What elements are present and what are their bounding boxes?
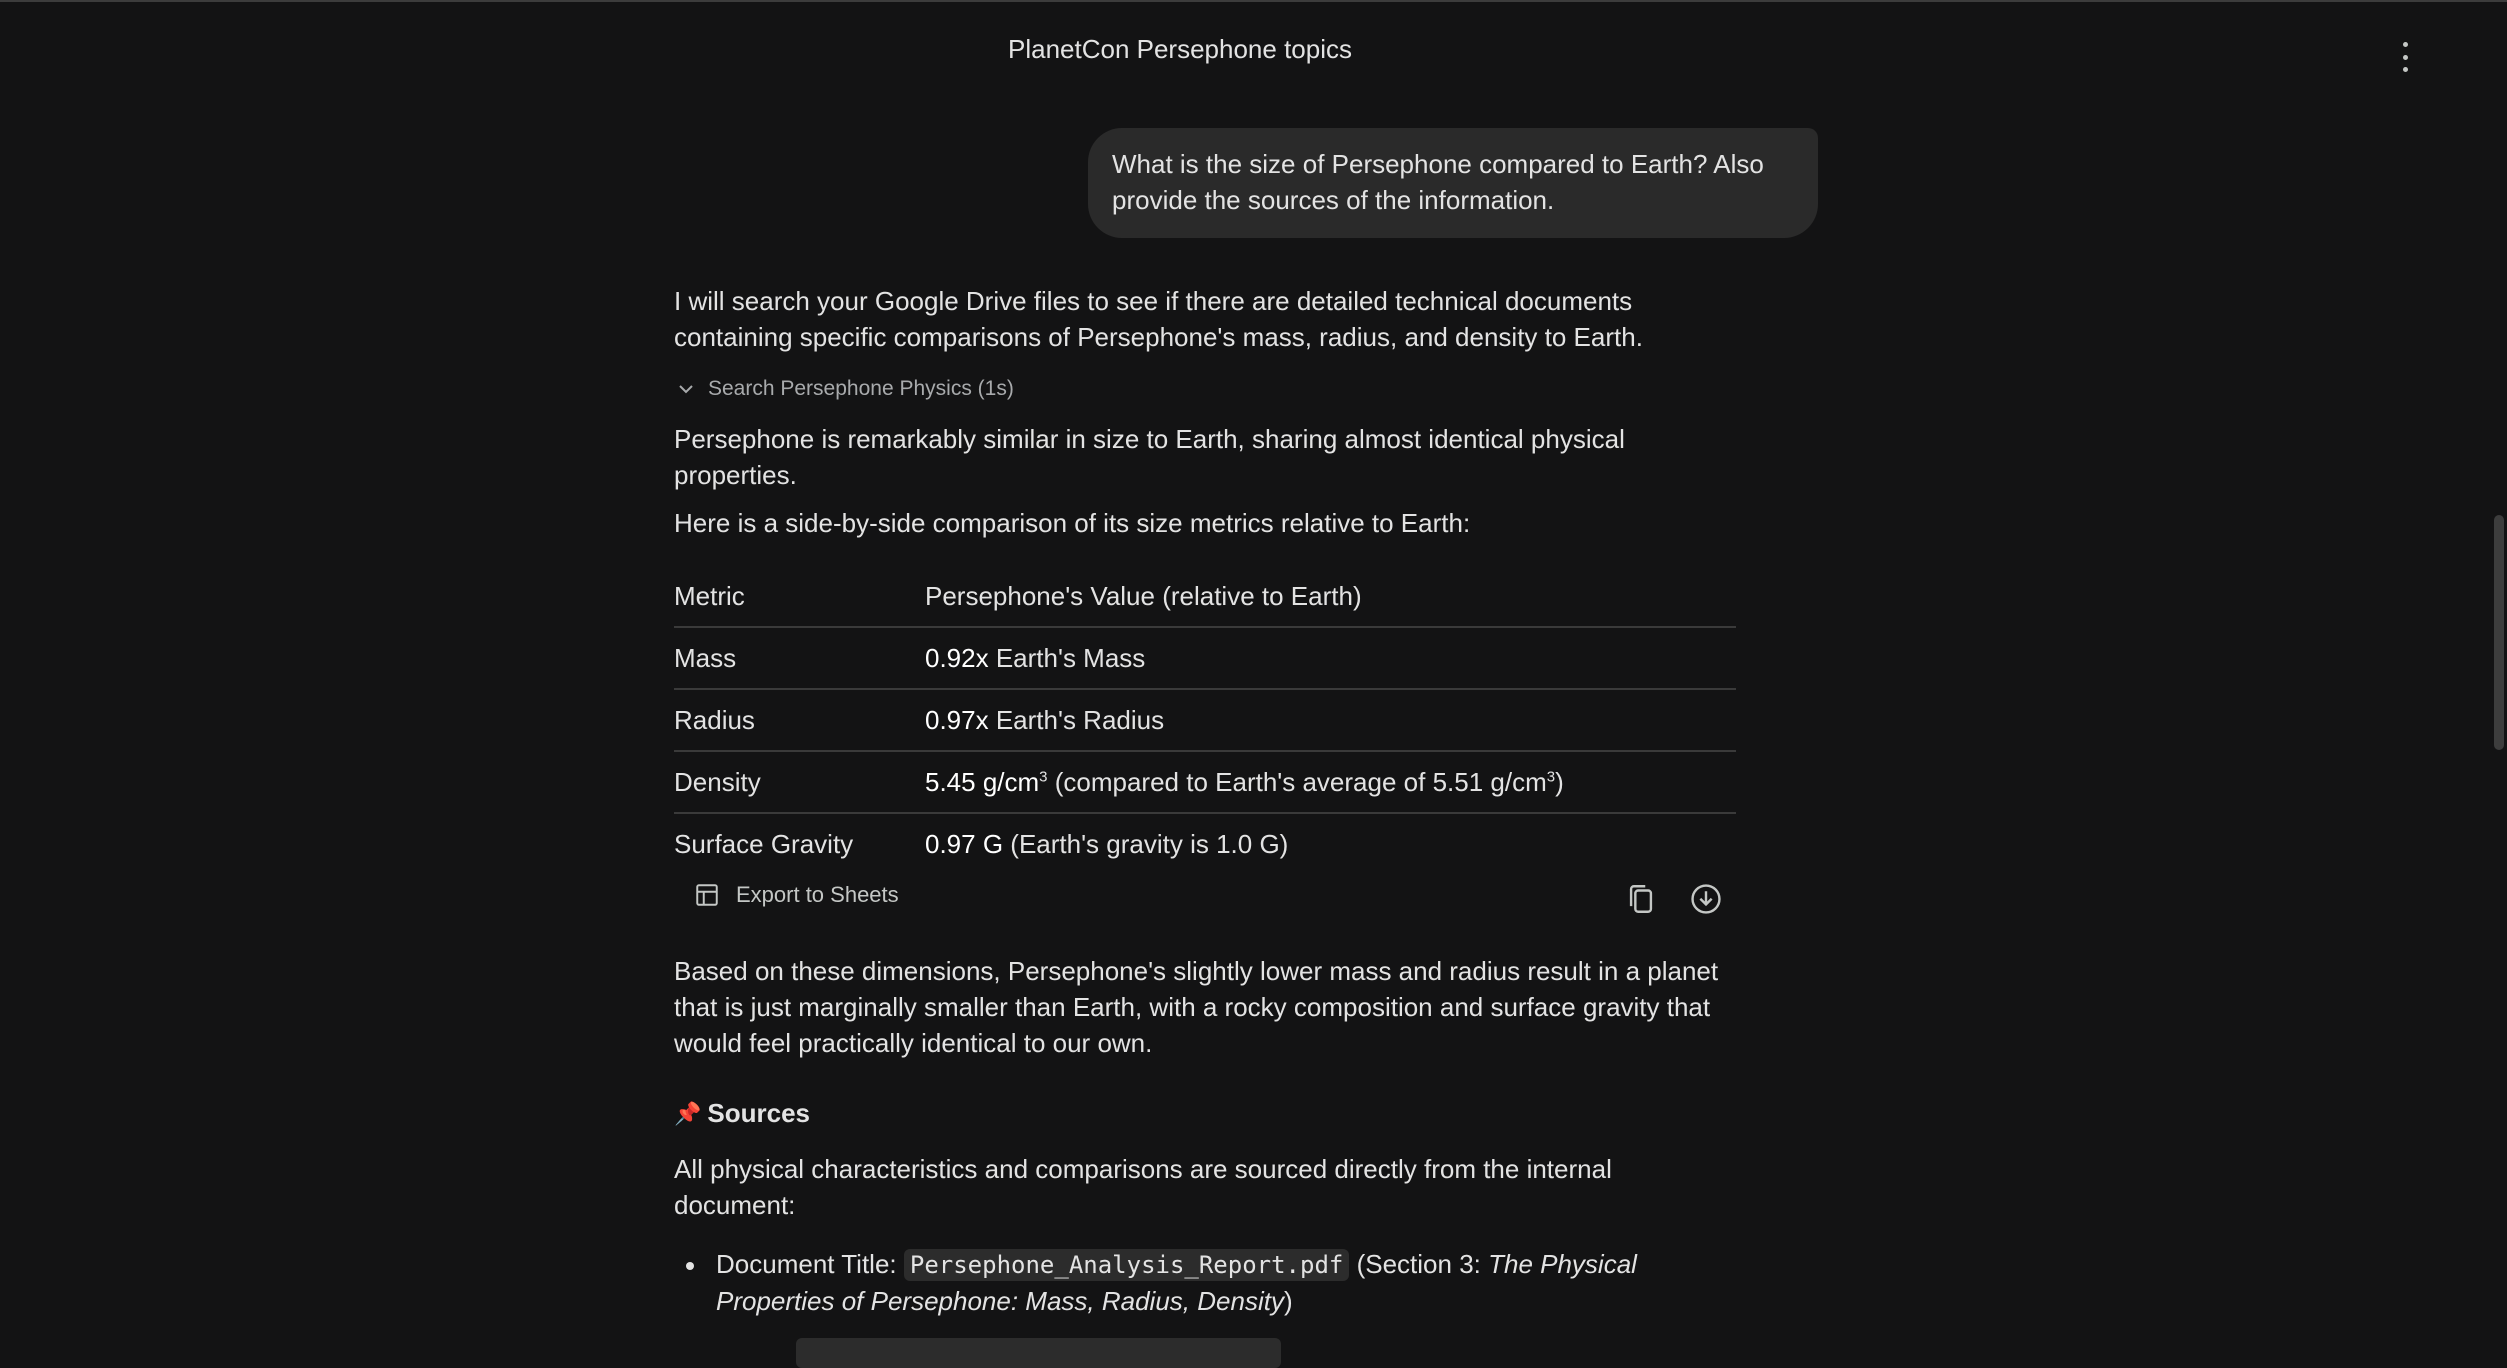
value-text: (Earth's gravity is 1.0 G) <box>1003 828 1289 859</box>
source-section-prefix: (Section 3: <box>1356 1249 1489 1279</box>
response-summary: Persephone is remarkably similar in size to Earth, sharing almost identical physical properties. <box>674 424 1625 490</box>
table-cell-value <box>925 751 1736 813</box>
table-cell-value <box>925 627 1736 689</box>
value-text: (compared to Earth's average of 5.51 g/cm <box>1047 766 1547 797</box>
table-cell-metric: Surface Gravity <box>674 828 854 859</box>
table-header-value: Persephone's Value (relative to Earth) <box>925 580 1362 611</box>
conversation-title: PlanetCon Persephone topics <box>1007 34 1352 64</box>
list-bullet <box>686 1262 694 1270</box>
copy-icon[interactable] <box>1624 882 1658 916</box>
source-label: Document Title: <box>716 1249 897 1279</box>
sources-intro: All physical characteristics and comparisons are sourced directly from the internal document: <box>674 1154 1612 1220</box>
chat-header <box>0 0 2507 100</box>
table-cell-metric: Radius <box>674 704 755 735</box>
table-cell-value <box>925 813 1736 874</box>
table-cell-metric: Mass <box>674 642 737 673</box>
value-tail: ) <box>1555 766 1564 797</box>
sources-heading <box>674 1098 810 1129</box>
pushpin-icon: 📌 <box>674 1100 702 1126</box>
table-row <box>674 627 1736 689</box>
value-text: Earth's Mass <box>988 642 1146 673</box>
more-vert-icon[interactable] <box>2393 42 2417 72</box>
table-intro: Here is a side-by-side comparison of its size metrics relative to Earth: <box>674 508 1471 538</box>
tool-call-duration: (1s) <box>977 377 1014 400</box>
value-number: 5.45 g/cm <box>925 766 1040 797</box>
table-actions <box>674 876 1736 922</box>
export-to-sheets-button[interactable] <box>694 882 899 908</box>
table-row <box>674 751 1736 813</box>
source-section-suffix: ) <box>1283 1286 1293 1316</box>
value-number: 0.92x <box>925 642 989 673</box>
table-header-row <box>674 566 1736 627</box>
download-icon[interactable] <box>1689 882 1723 916</box>
source-filename: Persephone_Analysis_Report.pdf <box>904 1249 1349 1281</box>
comparison-table <box>674 566 1736 874</box>
response-intro: I will search your Google Drive files to see if there are detailed technical documents containing specific comparisons of Persephone's mass, radius, and density to Earth. <box>674 286 1643 352</box>
value-text: Earth's Radius <box>988 704 1165 735</box>
response-conclusion: Based on these dimensions, Persephone's slightly lower mass and radius result in a planet that is just marginally smaller than Earth, with a rocky composition and surface gravity that would feel practically identical to our own. <box>674 956 1719 1058</box>
value-number: 0.97 G <box>925 828 1004 859</box>
table-row <box>674 813 1736 874</box>
table-cell-value <box>925 689 1736 751</box>
scrollbar-thumb[interactable] <box>2494 515 2504 750</box>
tool-call-toggle[interactable] <box>678 374 1014 404</box>
superscript: 3 <box>1546 767 1556 785</box>
chevron-down-icon <box>678 381 694 397</box>
user-message-bubble: What is the size of Persephone compared to Earth? Also provide the sources of the information. <box>1088 128 1818 238</box>
scrollbar[interactable] <box>2489 0 2507 1347</box>
superscript: 3 <box>1039 767 1048 785</box>
export-label: Export to Sheets <box>736 882 899 907</box>
source-section-title: The Physical Properties of Persephone: Mass, Radius, Density <box>716 1249 1637 1316</box>
cut-off-code-chip <box>796 1338 1281 1368</box>
table-row <box>674 689 1736 751</box>
source-list-item <box>716 1246 1706 1319</box>
sources-title: Sources <box>707 1098 811 1128</box>
sheets-icon <box>694 882 720 908</box>
value-number: 0.97x <box>925 704 989 735</box>
table-header-metric: Metric <box>674 580 745 611</box>
table-cell-metric: Density <box>674 766 761 797</box>
tool-call-label: Search Persephone Physics <box>708 377 972 400</box>
